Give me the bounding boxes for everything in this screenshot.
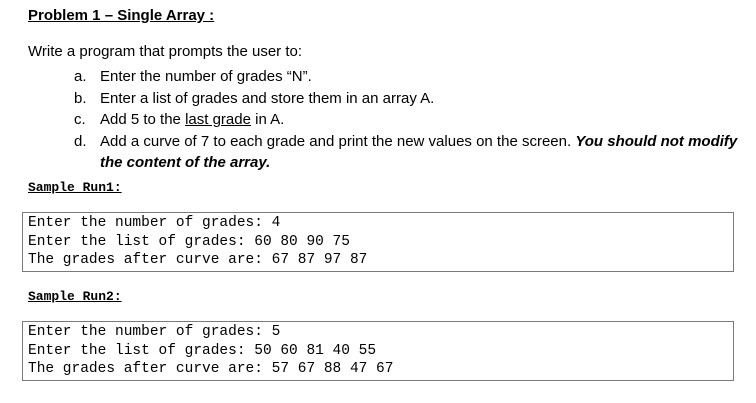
steps-list	[74, 66, 744, 174]
step-letter: d.	[74, 132, 87, 150]
step-text-with-emphasis	[100, 131, 744, 174]
step-letter: c.	[74, 111, 86, 128]
problem-intro: Write a program that prompts the user to:	[28, 43, 303, 60]
step-text-post: in A.	[250, 111, 285, 128]
step-text: Enter the number of grades “N”.	[100, 68, 312, 85]
sample-run-2-box	[22, 321, 734, 381]
last-grade-underlined: last grade	[185, 111, 251, 128]
step-text	[100, 109, 744, 131]
console-line: The grades after curve are: 67 87 97 87	[28, 252, 368, 268]
console-line: Enter the list of grades: 60 80 90 75	[28, 233, 350, 250]
console-line: Enter the list of grades: 50 60 81 40 55	[28, 342, 377, 359]
step-emphasis: You should not modify the content of the array.	[100, 132, 738, 171]
step-text-pre: Add 5 to the	[100, 111, 186, 128]
step-d	[74, 131, 744, 174]
step-text: Add a curve of 7 to each grade and print the new values on the screen.	[100, 132, 576, 150]
sample-run-2-heading: Sample Run2:	[28, 289, 122, 304]
problem-title: Problem 1 – Single Array :	[28, 7, 215, 24]
step-letter: b.	[74, 89, 87, 107]
step-c	[74, 109, 744, 131]
console-line: Enter the number of grades: 5	[28, 324, 281, 340]
sample-run-1-box	[22, 212, 734, 272]
console-line: The grades after curve are: 57 67 88 47 67	[28, 361, 394, 377]
step-text: Enter a list of grades and store them in an array A.	[100, 89, 435, 107]
sample-run-1-heading: Sample Run1:	[28, 180, 122, 195]
console-line: Enter the number of grades: 4	[28, 215, 281, 231]
step-a	[74, 66, 744, 88]
step-b	[74, 88, 744, 110]
step-letter: a.	[74, 68, 87, 85]
